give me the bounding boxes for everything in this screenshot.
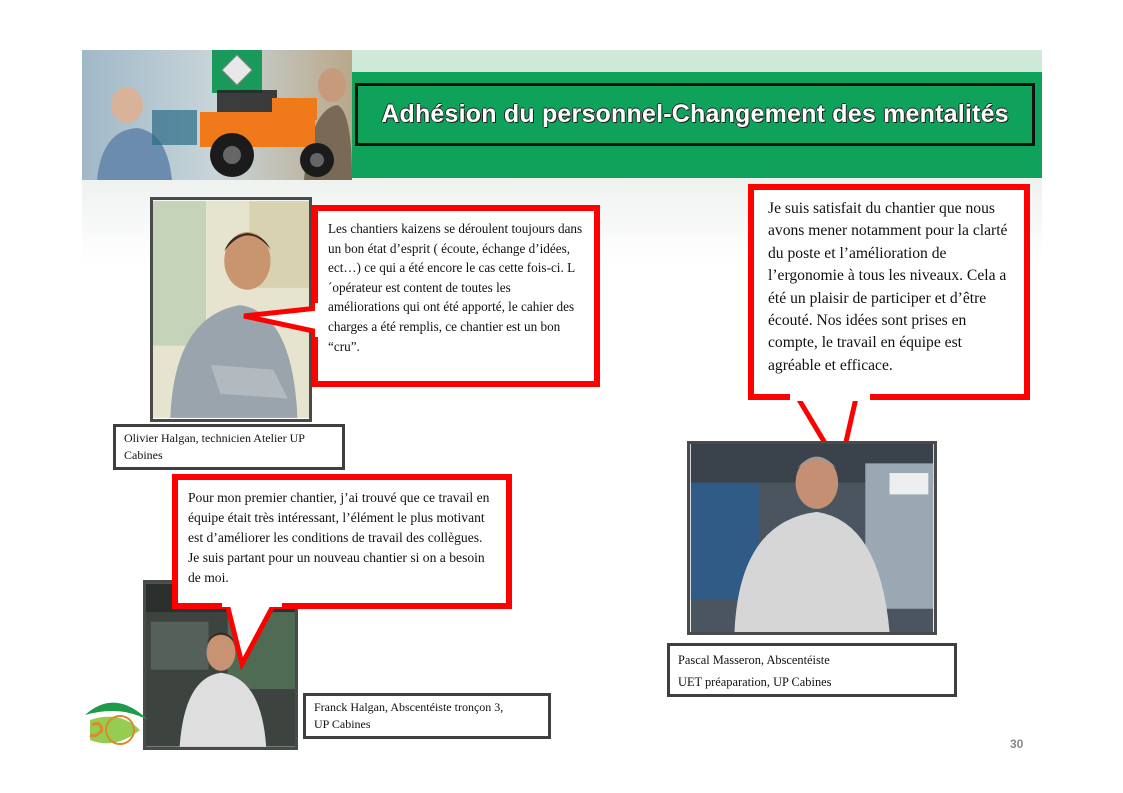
caption-pascal-line2: UET préaparation, UP Cabines <box>678 675 832 689</box>
slide-title: Adhésion du personnel-Changement des mentalités <box>381 100 1009 128</box>
caption-franck-line1: Franck Halgan, Abscentéiste tronçon 3, <box>314 700 504 714</box>
header-tractor-illustration <box>82 50 352 180</box>
caption-franck-line2: UP Cabines <box>314 717 371 731</box>
caption-olivier <box>113 424 345 470</box>
anniversary-logo <box>80 690 150 755</box>
speech-pointer-franck <box>222 600 282 670</box>
speech-bubble-olivier <box>312 205 600 387</box>
quote-franck: Pour mon premier chantier, j’ai trouvé que ce travail en équipe était très intéressant, l’élément le plus motivant est d’améliorer les conditions de travail des collègues. Je suis partant pour un nouveau chantier si on a besoin de moi. <box>188 490 490 585</box>
caption-olivier-line1: Olivier Halgan, technicien Atelier UP <box>124 431 305 445</box>
quote-olivier: Les chantiers kaizens se déroulent toujours dans un bon état d’esprit ( écoute, échange d’idées, ect…) ce qui a été encore le cas cette fois-ci. L´opérateur est content de toutes les améliorations qui ont été apporté, le cahier des charges a été remplis, ce chantier est un bon “cru”. <box>328 221 583 354</box>
photo-pascal-masseron <box>687 441 937 635</box>
slide-title-box <box>355 83 1035 146</box>
caption-olivier-line2: Cabines <box>124 448 163 462</box>
caption-pascal <box>667 643 957 697</box>
quote-pascal: Je suis satisfait du chantier que nous avons mener notamment pour la clarté du poste et l’amélioration de l’ergonomie à tous les niveaux. Cela a été un plaisir de participer et d’être écouté. Nos idées sont prises en compte, le travail en équipe est agréable et efficace. <box>768 200 1008 374</box>
speech-bubble-pascal <box>748 184 1030 400</box>
speech-pointer-olivier <box>238 300 322 340</box>
page-number: 30 <box>1010 737 1024 751</box>
caption-franck <box>303 693 551 739</box>
caption-pascal-line1: Pascal Masseron, Abscentéiste <box>678 653 830 667</box>
speech-bubble-franck <box>172 474 512 609</box>
